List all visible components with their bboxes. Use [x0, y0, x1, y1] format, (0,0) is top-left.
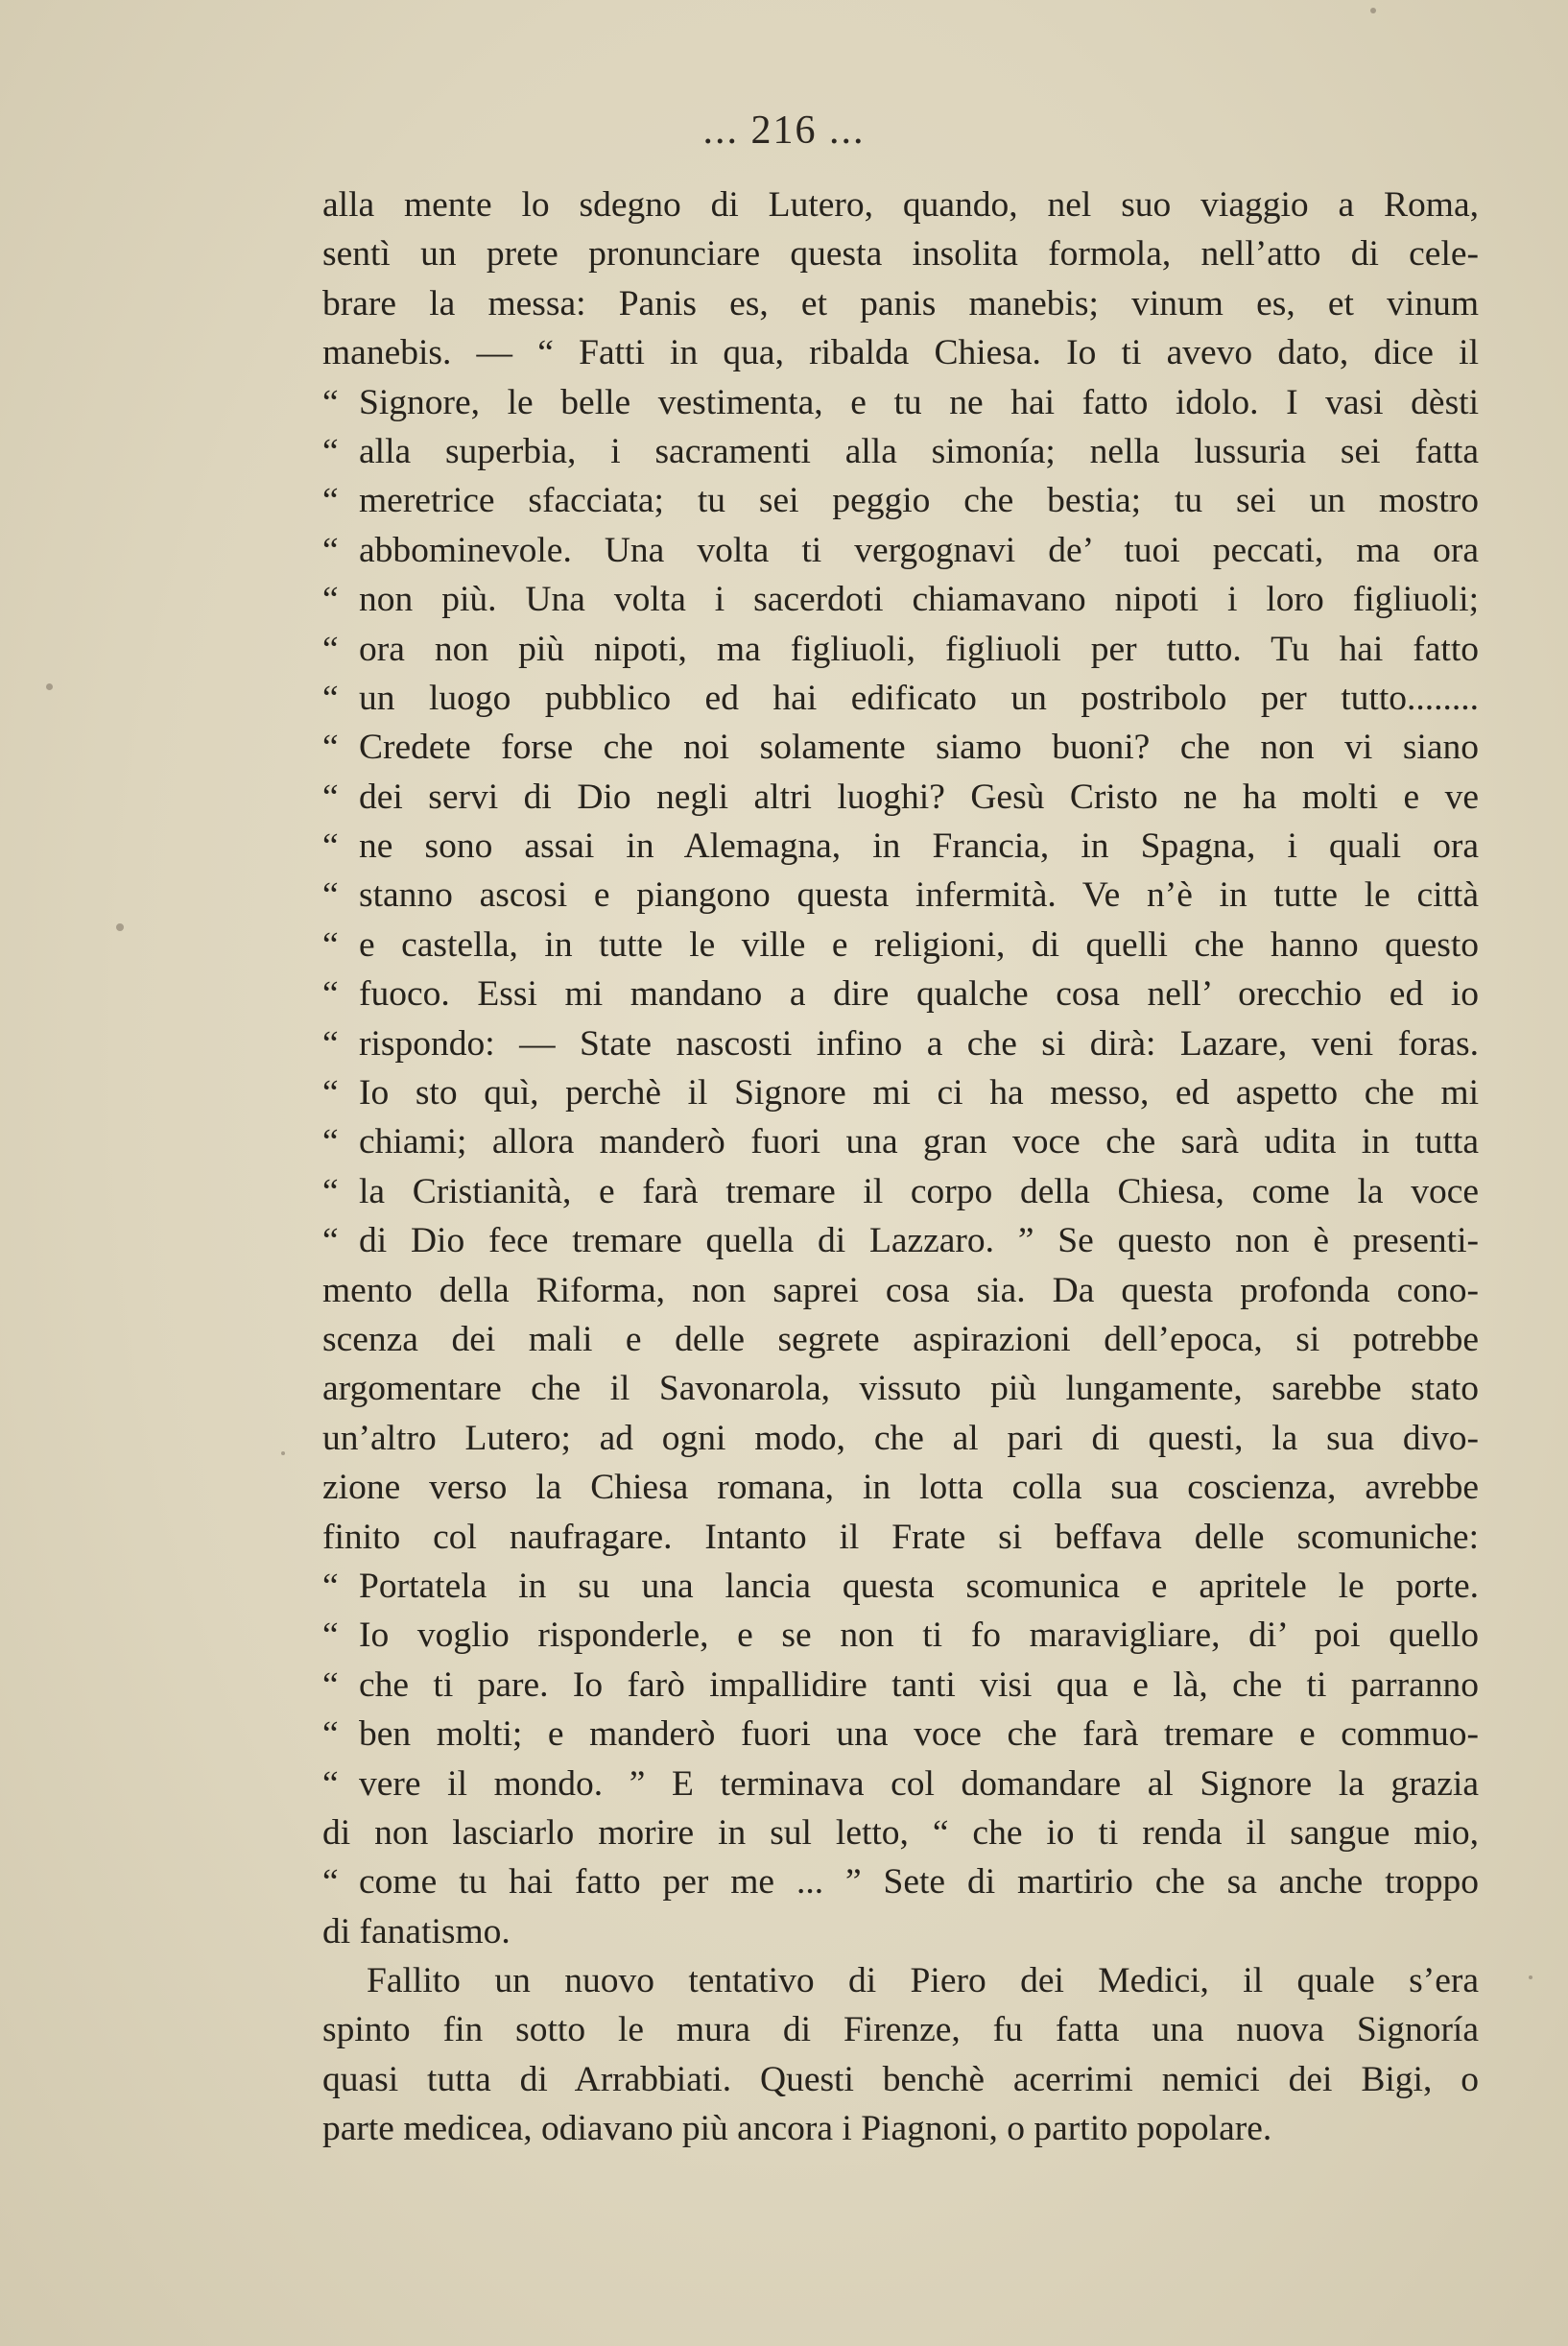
line-text: manebis. — “ Fatti in qua, ribalda Chiesa. Io ti avevo dato, dice il [322, 333, 1479, 373]
quote-mark: “ [322, 629, 339, 669]
text-line [322, 921, 1479, 970]
line-text: brare la messa: Panis es, et panis manebis; vinum es, et vinum [322, 283, 1479, 323]
line-text: sentì un prete pronunciare questa insolita formola, nell’atto di cele- [322, 234, 1479, 275]
line-text: abbominevole. Una volta ti vergognavi de’ tuoi peccati, ma ora [359, 530, 1479, 570]
line-text: spinto fin sotto le mura di Firenze, fu fatta una nuova Signoría [322, 2010, 1479, 2050]
line-text: Portatela in su una lancia questa scomunica e apritele le porte. [359, 1566, 1479, 1606]
text-line [322, 1463, 1479, 1512]
line-text: rispondo: — State nascosti infino a che si dirà: Lazare, veni foras. [359, 1023, 1479, 1064]
line-text: di fanatismo. [322, 1911, 511, 1951]
line-text: vere il mondo. ” E terminava col domandare al Signore la grazia [359, 1763, 1479, 1804]
line-text: la Cristianità, e farà tremare il corpo della Chiesa, come la voce [359, 1171, 1479, 1211]
paper-speck [46, 683, 53, 690]
line-text: argomentare che il Savonarola, vissuto più lungamente, sarebbe stato [322, 1369, 1479, 1409]
text-line [322, 476, 1479, 525]
line-text: non più. Una volta i sacerdoti chiamavano nipoti i loro figliuoli; [359, 580, 1479, 620]
line-text: Io sto quì, perchè il Signore mi ci ha messo, ed aspetto che mi [359, 1073, 1479, 1113]
line-text: ne sono assai in Alemagna, in Francia, in Spagna, i quali ora [359, 826, 1479, 867]
text-line [322, 1019, 1479, 1068]
text-line [322, 1907, 1479, 1956]
text-line [322, 1068, 1479, 1117]
text-line [322, 1364, 1479, 1413]
line-text: e castella, in tutte le ville e religioni, di quelli che hanno questo [359, 924, 1479, 965]
line-text: fuoco. Essi mi mandano a dire qualche cosa nell’ orecchio ed io [359, 974, 1479, 1015]
text-line [322, 1315, 1479, 1364]
text-line [322, 773, 1479, 822]
text-line [322, 328, 1479, 377]
text-line [322, 378, 1479, 427]
paper-speck [116, 923, 124, 931]
text-line [322, 1562, 1479, 1611]
text-line [322, 1216, 1479, 1265]
line-text: che ti pare. Io farò impallidire tanti visi qua e là, che ti parranno [359, 1664, 1479, 1705]
text-line [322, 822, 1479, 871]
text-line [322, 1808, 1479, 1857]
paper-speck [281, 1451, 285, 1455]
quote-mark: “ [322, 678, 339, 718]
quote-mark: “ [322, 777, 339, 817]
line-text: scenza dei mali e delle segrete aspirazioni dell’epoca, si potrebbe [322, 1319, 1479, 1359]
quote-mark: “ [322, 1122, 339, 1162]
quote-mark: “ [322, 1714, 339, 1755]
text-line [322, 625, 1479, 674]
text-line [322, 427, 1479, 476]
text-line [322, 1611, 1479, 1660]
quote-mark: “ [322, 1073, 339, 1113]
text-line [322, 1661, 1479, 1710]
quote-mark: “ [322, 1763, 339, 1804]
quote-mark: “ [322, 875, 339, 916]
quote-mark: “ [322, 580, 339, 620]
line-text: Fallito un nuovo tentativo di Piero dei Medici, il quale s’era [367, 1961, 1479, 2001]
text-line [322, 229, 1479, 278]
line-text: finito col naufragare. Intanto il Frate si beffava delle scomuniche: [322, 1517, 1479, 1557]
text-line [322, 723, 1479, 772]
quote-mark: “ [322, 382, 339, 422]
line-text: Signore, le belle vestimenta, e tu ne hai fatto idolo. I vasi dèsti [359, 382, 1479, 422]
quote-mark: “ [322, 1171, 339, 1211]
quote-mark: “ [322, 974, 339, 1015]
quote-mark: “ [322, 1566, 339, 1606]
quote-mark: “ [322, 1664, 339, 1705]
quote-mark: “ [322, 728, 339, 768]
text-line [322, 1760, 1479, 1808]
text-line [322, 526, 1479, 575]
line-text: ora non più nipoti, ma figliuoli, figliuoli per tutto. Tu hai fatto [359, 629, 1479, 669]
quote-mark: “ [322, 481, 339, 521]
quote-mark: “ [322, 924, 339, 965]
text-line [322, 279, 1479, 328]
text-line [322, 970, 1479, 1018]
line-text: un’altro Lutero; ad ogni modo, che al pari di questi, la sua divo- [322, 1418, 1479, 1458]
line-text: stanno ascosi e piangono questa infermità. Ve n’è in tutte le città [359, 875, 1479, 916]
line-text: dei servi di Dio negli altri luoghi? Gesù Cristo ne ha molti e ve [359, 777, 1479, 817]
text-line [322, 871, 1479, 920]
text-line [322, 1117, 1479, 1166]
quote-mark: “ [322, 1221, 339, 1261]
line-text: chiami; allora manderò fuori una gran voce che sarà udita in tutta [359, 1122, 1479, 1162]
paper-speck [1529, 1975, 1532, 1979]
line-text: Io voglio risponderle, e se non ti fo maravigliare, di’ poi quello [359, 1616, 1479, 1656]
line-text: alla mente lo sdegno di Lutero, quando, nel suo viaggio a Roma, [322, 185, 1479, 225]
line-text: di Dio fece tremare quella di Lazzaro. ” Se questo non è presenti- [359, 1221, 1479, 1261]
text-line [322, 575, 1479, 624]
line-text: zione verso la Chiesa romana, in lotta colla sua coscienza, avrebbe [322, 1468, 1479, 1508]
line-text: ben molti; e manderò fuori una voce che farà tremare e commuo- [359, 1714, 1479, 1755]
quote-mark: “ [322, 431, 339, 471]
line-text: quasi tutta di Arrabbiati. Questi benchè acerrimi nemici dei Bigi, o [322, 2059, 1479, 2099]
line-text: di non lasciarlo morire in sul letto, “ che io ti renda il sangue mio, [322, 1812, 1479, 1853]
line-text: alla superbia, i sacramenti alla simonía; nella lussuria sei fatta [359, 431, 1479, 471]
text-line [322, 1266, 1479, 1315]
text-line [322, 2005, 1479, 2054]
line-text: come tu hai fatto per me ... ” Sete di martirio che sa anche troppo [359, 1862, 1479, 1903]
text-line [322, 674, 1479, 723]
line-text: mento della Riforma, non saprei cosa sia. Da questa profonda cono- [322, 1270, 1479, 1310]
text-line [322, 1167, 1479, 1216]
text-line [322, 1956, 1479, 2005]
paper-speck [1370, 8, 1376, 13]
quote-mark: “ [322, 826, 339, 867]
page-number-header: ... 216 ... [702, 108, 866, 153]
line-text: parte medicea, odiavano più ancora i Piagnoni, o partito popolare. [322, 2109, 1272, 2149]
line-text: Credete forse che noi solamente siamo buoni? che non vi siano [359, 728, 1479, 768]
quote-mark: “ [322, 530, 339, 570]
text-line [322, 1513, 1479, 1562]
text-line [322, 1414, 1479, 1463]
text-line [322, 180, 1479, 229]
text-line [322, 1857, 1479, 1906]
quote-mark: “ [322, 1616, 339, 1656]
body-text [322, 180, 1479, 2154]
text-line [322, 2104, 1479, 2153]
line-text: meretrice sfacciata; tu sei peggio che bestia; tu sei un mostro [359, 481, 1479, 521]
quote-mark: “ [322, 1862, 339, 1903]
text-line [322, 1710, 1479, 1759]
quote-mark: “ [322, 1023, 339, 1064]
line-text: un luogo pubblico ed hai edificato un postribolo per tutto........ [359, 678, 1479, 718]
text-line [322, 2055, 1479, 2104]
